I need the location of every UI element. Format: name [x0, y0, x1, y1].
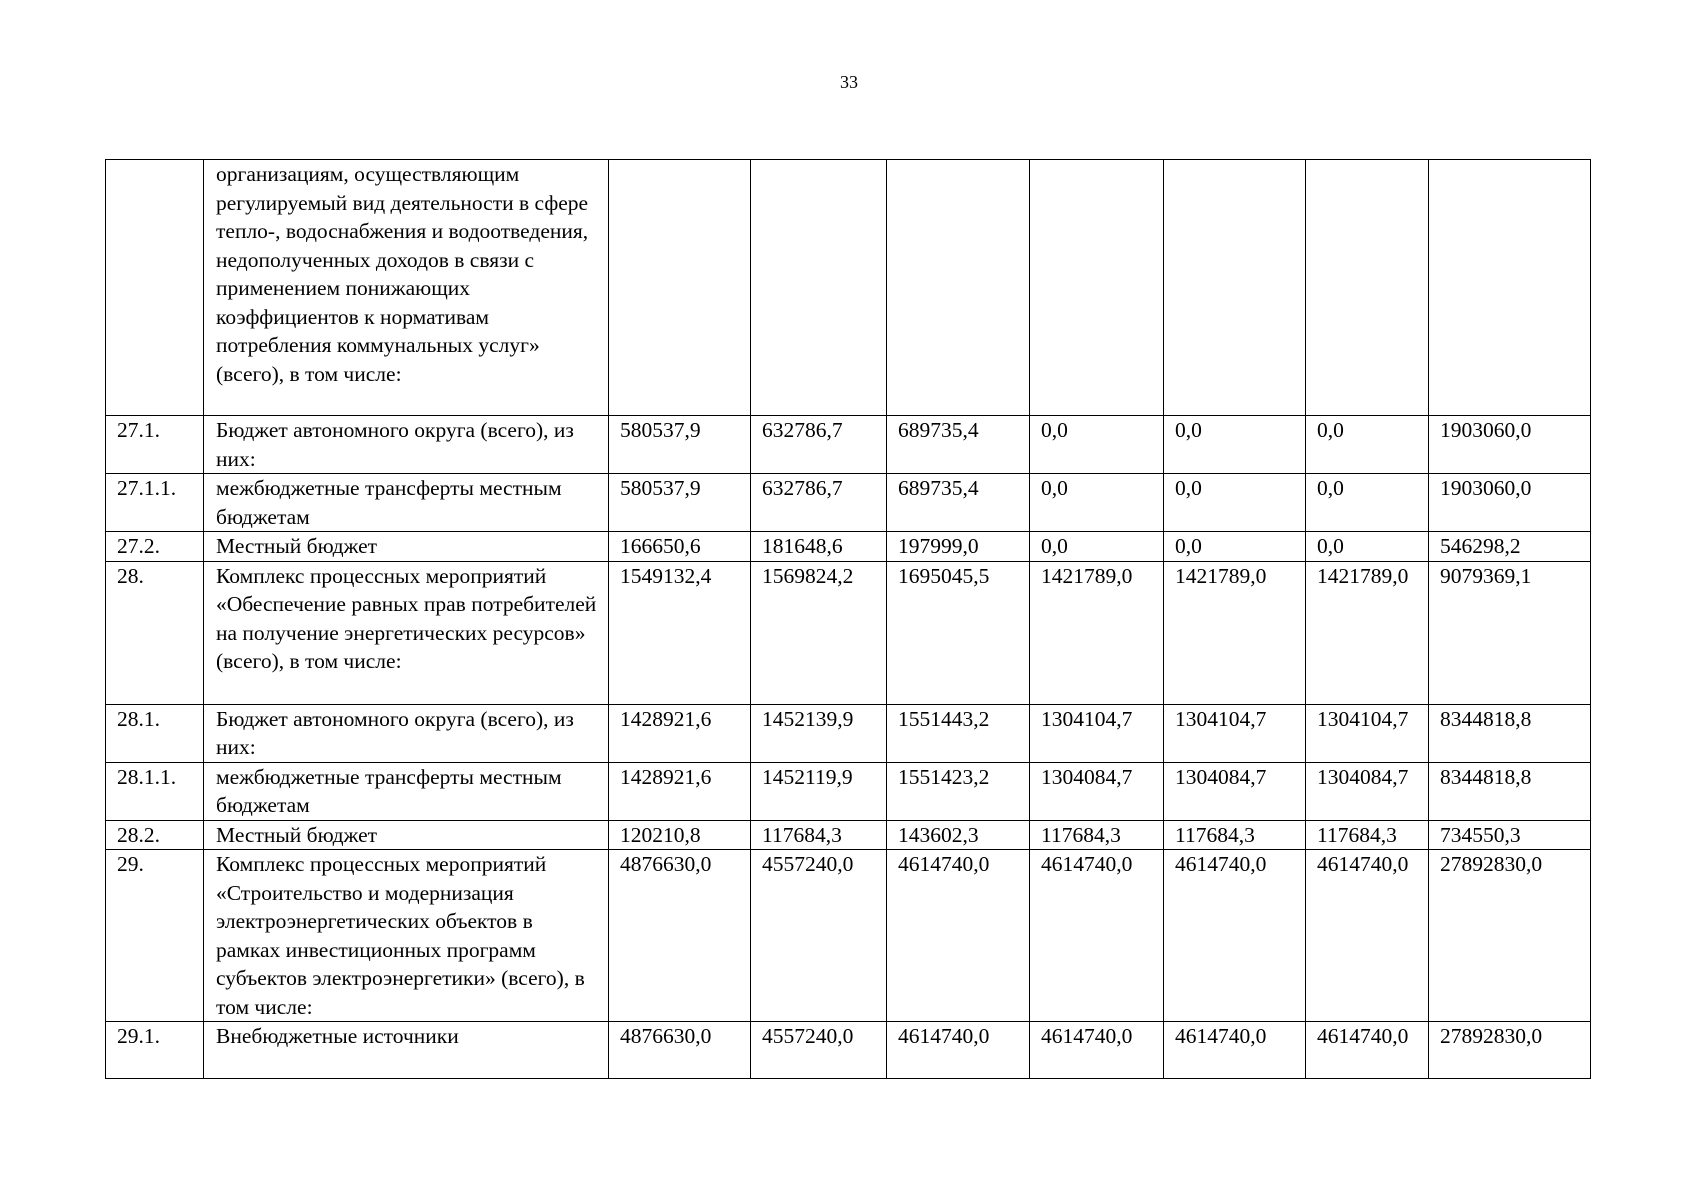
- value-col-1-cell: 1428921,6: [609, 762, 751, 820]
- total-col-cell: 1903060,0: [1429, 416, 1591, 474]
- value-col-2-cell: 4557240,0: [751, 1022, 887, 1079]
- row-number-cell: 28.2.: [106, 820, 204, 850]
- row-number-cell: 28.1.: [106, 704, 204, 762]
- value-col-4-cell: 4614740,0: [1030, 1022, 1164, 1079]
- value-col-3-cell: [887, 160, 1030, 416]
- value-col-2-cell: 632786,7: [751, 474, 887, 532]
- value-col-1-cell: [609, 160, 751, 416]
- table-row: [106, 474, 1591, 532]
- value-col-5-cell: 0,0: [1164, 474, 1306, 532]
- total-col-cell: 8344818,8: [1429, 704, 1591, 762]
- value-col-5-cell: 1421789,0: [1164, 561, 1306, 704]
- value-col-3-cell: 197999,0: [887, 532, 1030, 562]
- value-col-1-cell: 4876630,0: [609, 850, 751, 1022]
- total-col-cell: 27892830,0: [1429, 850, 1591, 1022]
- row-description-cell: Комплекс процессных мероприятий «Строительство и модернизация электроэнергетических объектов в рамках инвестиционных программ субъектов электроэнергетики» (всего), в том числе:: [204, 850, 609, 1022]
- value-col-5-cell: 117684,3: [1164, 820, 1306, 850]
- value-col-1-cell: 580537,9: [609, 416, 751, 474]
- value-col-4-cell: 1304104,7: [1030, 704, 1164, 762]
- value-col-3-cell: 689735,4: [887, 416, 1030, 474]
- row-description-cell: Комплекс процессных мероприятий «Обеспечение равных прав потребителей на получение энергетических ресурсов» (всего), в том числе:: [204, 561, 609, 704]
- row-description-cell: Бюджет автономного округа (всего), из них:: [204, 704, 609, 762]
- value-col-6-cell: 4614740,0: [1306, 1022, 1429, 1079]
- value-col-2-cell: 1569824,2: [751, 561, 887, 704]
- value-col-3-cell: 1551443,2: [887, 704, 1030, 762]
- value-col-3-cell: 143602,3: [887, 820, 1030, 850]
- total-col-cell: 9079369,1: [1429, 561, 1591, 704]
- value-col-6-cell: [1306, 160, 1429, 416]
- value-col-3-cell: 1695045,5: [887, 561, 1030, 704]
- value-col-6-cell: 0,0: [1306, 416, 1429, 474]
- row-description-cell: Внебюджетные источники: [204, 1022, 609, 1079]
- value-col-5-cell: 0,0: [1164, 416, 1306, 474]
- value-col-6-cell: 0,0: [1306, 532, 1429, 562]
- row-number-cell: 27.2.: [106, 532, 204, 562]
- value-col-2-cell: 632786,7: [751, 416, 887, 474]
- row-number-cell: [106, 160, 204, 416]
- value-col-2-cell: 4557240,0: [751, 850, 887, 1022]
- value-col-6-cell: 117684,3: [1306, 820, 1429, 850]
- table-row: [106, 561, 1591, 704]
- value-col-5-cell: [1164, 160, 1306, 416]
- value-col-4-cell: 0,0: [1030, 474, 1164, 532]
- row-number-cell: 28.1.1.: [106, 762, 204, 820]
- value-col-3-cell: 1551423,2: [887, 762, 1030, 820]
- page-number: 33: [840, 72, 858, 92]
- row-number-cell: 29.1.: [106, 1022, 204, 1079]
- row-description-cell: организациям, осуществляющим регулируемый вид деятельности в сфере тепло-, водоснабжения и водоотведения, недополученных доходов в связи с применением понижающих коэффициентов к нормативам потребления коммунальных услуг» (всего), в том числе:: [204, 160, 609, 416]
- value-col-6-cell: 4614740,0: [1306, 850, 1429, 1022]
- row-description-cell: межбюджетные трансферты местным бюджетам: [204, 762, 609, 820]
- table-body: [106, 160, 1591, 1079]
- value-col-2-cell: [751, 160, 887, 416]
- value-col-2-cell: 1452119,9: [751, 762, 887, 820]
- value-col-1-cell: 166650,6: [609, 532, 751, 562]
- table-row: [106, 850, 1591, 1022]
- value-col-2-cell: 1452139,9: [751, 704, 887, 762]
- value-col-3-cell: 689735,4: [887, 474, 1030, 532]
- value-col-6-cell: 1304104,7: [1306, 704, 1429, 762]
- table-row: [106, 704, 1591, 762]
- row-description-cell: Местный бюджет: [204, 820, 609, 850]
- row-number-cell: 29.: [106, 850, 204, 1022]
- value-col-1-cell: 1428921,6: [609, 704, 751, 762]
- total-col-cell: 27892830,0: [1429, 1022, 1591, 1079]
- total-col-cell: 8344818,8: [1429, 762, 1591, 820]
- total-col-cell: 1903060,0: [1429, 474, 1591, 532]
- value-col-6-cell: 1304084,7: [1306, 762, 1429, 820]
- value-col-1-cell: 1549132,4: [609, 561, 751, 704]
- budget-table: [105, 159, 1591, 1079]
- row-description-cell: Бюджет автономного округа (всего), из них:: [204, 416, 609, 474]
- value-col-1-cell: 4876630,0: [609, 1022, 751, 1079]
- table-row: [106, 1022, 1591, 1079]
- row-number-cell: 28.: [106, 561, 204, 704]
- row-number-cell: 27.1.1.: [106, 474, 204, 532]
- value-col-5-cell: 4614740,0: [1164, 1022, 1306, 1079]
- value-col-3-cell: 4614740,0: [887, 850, 1030, 1022]
- total-col-cell: 734550,3: [1429, 820, 1591, 850]
- value-col-4-cell: 1304084,7: [1030, 762, 1164, 820]
- value-col-4-cell: 0,0: [1030, 532, 1164, 562]
- total-col-cell: [1429, 160, 1591, 416]
- table-row: [106, 762, 1591, 820]
- value-col-5-cell: 0,0: [1164, 532, 1306, 562]
- row-description-cell: Местный бюджет: [204, 532, 609, 562]
- row-number-cell: 27.1.: [106, 416, 204, 474]
- table-row: [106, 160, 1591, 416]
- row-description-cell: межбюджетные трансферты местным бюджетам: [204, 474, 609, 532]
- value-col-5-cell: 1304084,7: [1164, 762, 1306, 820]
- value-col-6-cell: 0,0: [1306, 474, 1429, 532]
- value-col-5-cell: 4614740,0: [1164, 850, 1306, 1022]
- value-col-3-cell: 4614740,0: [887, 1022, 1030, 1079]
- table-row: [106, 416, 1591, 474]
- value-col-2-cell: 181648,6: [751, 532, 887, 562]
- value-col-1-cell: 120210,8: [609, 820, 751, 850]
- value-col-4-cell: 4614740,0: [1030, 850, 1164, 1022]
- value-col-4-cell: [1030, 160, 1164, 416]
- value-col-1-cell: 580537,9: [609, 474, 751, 532]
- total-col-cell: 546298,2: [1429, 532, 1591, 562]
- value-col-4-cell: 0,0: [1030, 416, 1164, 474]
- value-col-4-cell: 117684,3: [1030, 820, 1164, 850]
- table-row: [106, 532, 1591, 562]
- value-col-5-cell: 1304104,7: [1164, 704, 1306, 762]
- table-row: [106, 820, 1591, 850]
- value-col-2-cell: 117684,3: [751, 820, 887, 850]
- value-col-6-cell: 1421789,0: [1306, 561, 1429, 704]
- value-col-4-cell: 1421789,0: [1030, 561, 1164, 704]
